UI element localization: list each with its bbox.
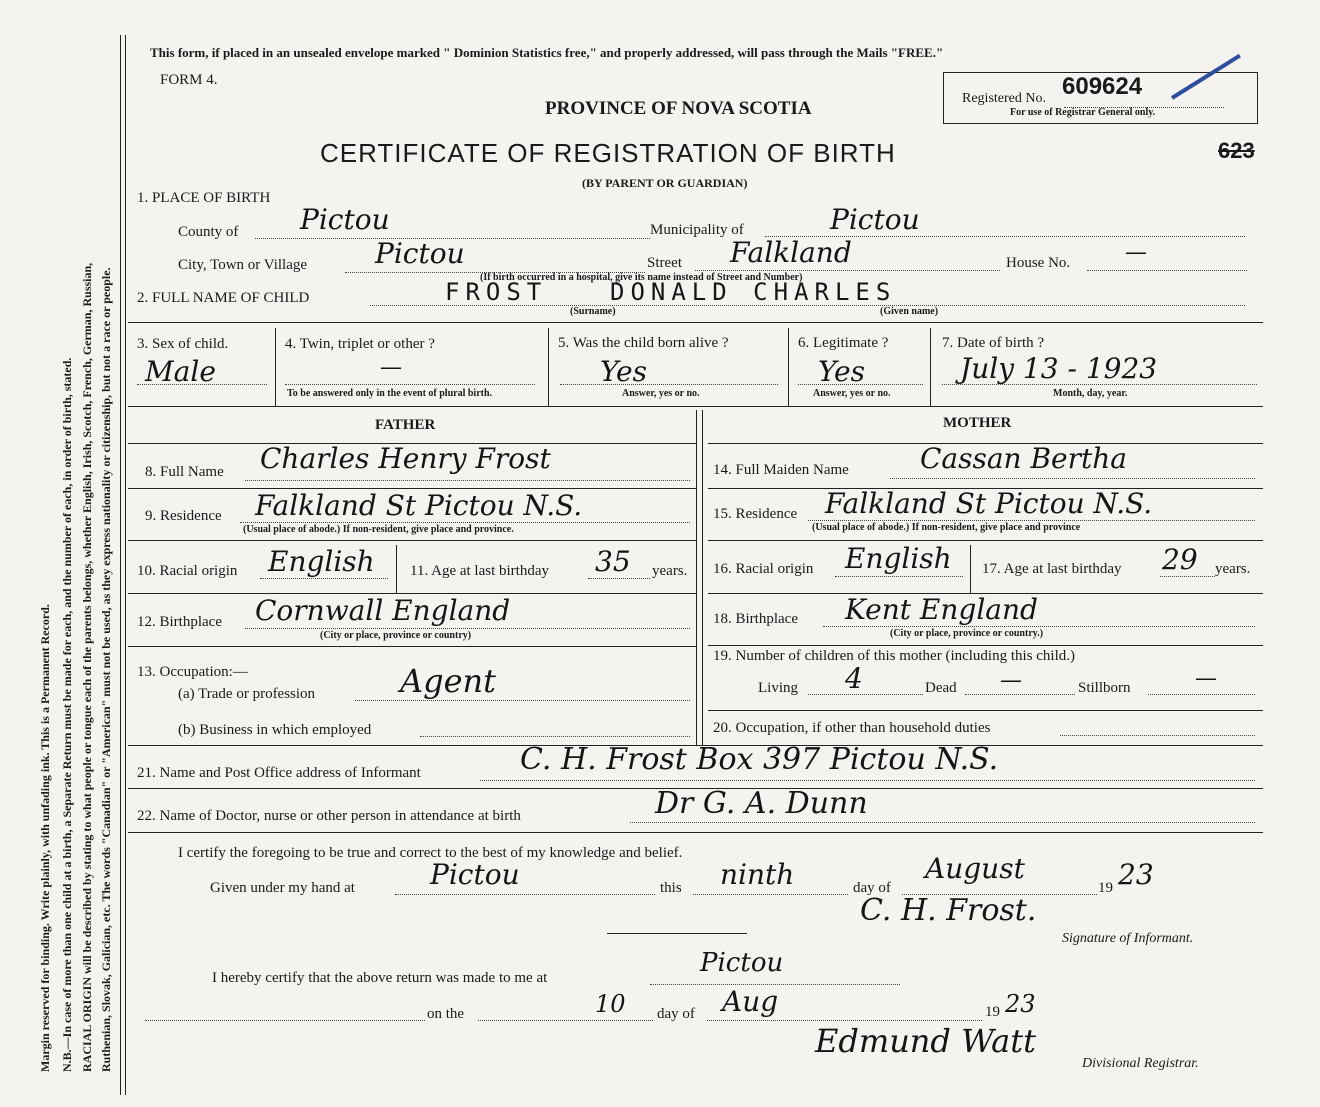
given-month: August [925,852,1025,885]
twin-value: — [380,355,402,380]
on-label: on the [427,1006,465,1022]
informant-value: C. H. Frost Box 397 Pictou N.S. [520,742,999,777]
twin-note: To be answered only in the event of plural birth. [287,388,493,399]
municipality-label: Municipality of [650,222,744,238]
county-label: County of [178,224,239,240]
stillborn-value: — [1195,666,1217,691]
mother-name-value: Cassan Bertha [920,442,1127,475]
dob-value: July 13 - 1923 [960,352,1158,385]
this-label: this [660,880,682,896]
father-name-value: Charles Henry Frost [260,442,551,475]
given-year-prefix: 19 [1098,880,1113,896]
child-name-label: 2. FULL NAME OF CHILD [137,290,310,306]
informant-signature-caption: Signature of Informant. [1062,931,1194,946]
struck-number: 623 [1218,138,1255,163]
father-birthplace-value: Cornwall England [255,594,511,627]
municipality-value: Pictou [830,203,920,236]
margin-rule [120,35,121,1095]
mother-residence-value: Falkland St Pictou N.S. [825,487,1153,520]
mother-age-label: 17. Age at last birthday [982,561,1122,577]
given-place: Pictou [430,858,520,891]
margin-note-2: N.B.—In case of more than one child at a birth, a Separate Return must be made for each, and the number of each, in order of birth, stated. [60,357,74,1072]
certificate-title: CERTIFICATE OF REGISTRATION OF BIRTH [320,138,896,168]
margin-note-3: RACIAL ORIGIN will be described by stating to what people or tongue each of the parents belongs, whether English, Irish, Scotch, French, German, Russian, [80,262,94,1072]
mother-age-value: 29 [1162,543,1198,576]
mother-race-label: 16. Racial origin [713,561,814,577]
mother-birthplace-note: (City or place, province or country.) [890,628,1044,639]
city-value: Pictou [375,237,465,270]
given-caption: (Given name) [880,306,939,317]
father-birthplace-note: (City or place, province or country) [320,630,472,641]
mother-years-label: years. [1215,561,1251,577]
registrar-year: 23 [1005,990,1036,1018]
street-label: Street [647,255,682,271]
registrar-month: Aug [722,985,779,1018]
father-name-label: 8. Full Name [145,464,224,480]
living-label: Living [758,680,798,696]
house-value: — [1125,240,1147,265]
child-surname: FROST [445,278,548,306]
father-residence-note: (Usual place of abode.) If non-resident, give place and province. [243,524,514,535]
registrar-day-of-label: day of [657,1006,695,1022]
father-heading: FATHER [375,417,436,433]
father-birthplace-label: 12. Birthplace [137,614,222,630]
legit-note: Answer, yes or no. [813,388,891,399]
given-year: 23 [1118,858,1154,891]
mother-heading: MOTHER [943,415,1012,431]
sex-value: Male [145,355,216,388]
trade-value: Agent [400,662,496,700]
registrar-place: Pictou [700,948,784,978]
father-age-value: 35 [595,545,631,578]
registrar-year-prefix: 19 [985,1004,1000,1020]
mail-notice: This form, if placed in an unsealed envelope marked " Dominion Statistics free," and properly addressed, will pass through the Mails "FREE." [150,45,944,60]
certificate-subtitle: (BY PARENT OR GUARDIAN) [582,176,748,190]
province-title: PROVINCE OF NOVA SCOTIA [545,98,812,119]
trade-label: (a) Trade or profession [178,686,316,702]
mother-birthplace-label: 18. Birthplace [713,611,798,627]
dob-note: Month, day, year. [1053,388,1128,399]
dead-label: Dead [925,680,957,696]
father-years-label: years. [652,563,688,579]
given-label: Given under my hand at [210,880,355,896]
surname-caption: (Surname) [570,306,616,317]
alive-value: Yes [600,355,647,388]
informant-label: 21. Name and Post Office address of Informant [137,765,421,781]
legit-value: Yes [818,355,865,388]
children-label: 19. Number of children of this mother (including this child.) [713,648,1076,664]
mother-birthplace-value: Kent England [845,593,1038,626]
street-value: Falkland [730,236,852,269]
twin-label: 4. Twin, triplet or other ? [285,336,435,352]
city-label: City, Town or Village [178,257,308,273]
father-race-value: English [268,545,375,578]
place-of-birth-label: 1. PLACE OF BIRTH [137,190,271,206]
registrar-note: For use of Registrar General only. [1010,107,1156,118]
form-number: FORM 4. [160,72,218,88]
registered-box [943,72,1258,124]
living-value: 4 [845,662,863,695]
house-label: House No. [1006,255,1071,271]
father-residence-value: Falkland St Pictou N.S. [255,489,583,522]
stillborn-label: Stillborn [1078,680,1131,696]
occupation-label: 13. Occupation:— [137,664,248,680]
registrar-signature-caption: Divisional Registrar. [1082,1056,1199,1071]
day-of-label: day of [853,880,891,896]
father-age-label: 11. Age at last birthday [410,563,549,579]
child-given-names: DONALD CHARLES [610,278,897,306]
alive-note: Answer, yes or no. [622,388,700,399]
certify-statement: I certify the foregoing to be true and correct to the best of my knowledge and belief. [178,845,683,861]
mother-residence-label: 15. Residence [713,506,798,522]
registrar-statement: I hereby certify that the above return was made to me at [212,970,548,986]
father-residence-label: 9. Residence [145,508,222,524]
margin-note-4: Ruthenian, Slovak, Galician, etc. The words "Canadian" or "American" must not be used, as they express nationality or citizenship, but not a race or people. [99,267,113,1072]
mother-residence-note: (Usual place of abode.) If non-resident, give place and province [812,522,1081,533]
alive-label: 5. Was the child born alive ? [558,335,729,351]
mother-race-value: English [845,542,952,575]
registered-number: 609624 [1062,73,1143,100]
hospital-note: (If birth occurred in a hospital, give its name instead of Street and Number) [480,272,803,283]
sex-label: 3. Sex of child. [137,336,229,352]
given-day: ninth [720,858,795,891]
informant-signature: C. H. Frost. [860,893,1037,928]
mother-name-label: 14. Full Maiden Name [713,462,849,478]
registrar-signature: Edmund Watt [815,1022,1036,1060]
dead-value: — [1000,668,1022,693]
county-value: Pictou [300,203,390,236]
business-label: (b) Business in which employed [178,722,372,738]
dob-label: 7. Date of birth ? [942,335,1045,351]
registered-label: Registered No. [962,91,1046,106]
father-race-label: 10. Racial origin [137,563,238,579]
margin-rule-2 [125,35,126,1095]
doctor-label: 22. Name of Doctor, nurse or other person in attendance at birth [137,808,521,824]
legit-label: 6. Legitimate ? [798,335,889,351]
mother-occupation-label: 20. Occupation, if other than household duties [713,720,991,736]
doctor-value: Dr G. A. Dunn [655,786,868,821]
margin-note-1: Margin reserved for binding. Write plainly, with unfading ink. This is a Permanent Record. [38,604,52,1072]
registrar-day: 10 [595,990,626,1018]
